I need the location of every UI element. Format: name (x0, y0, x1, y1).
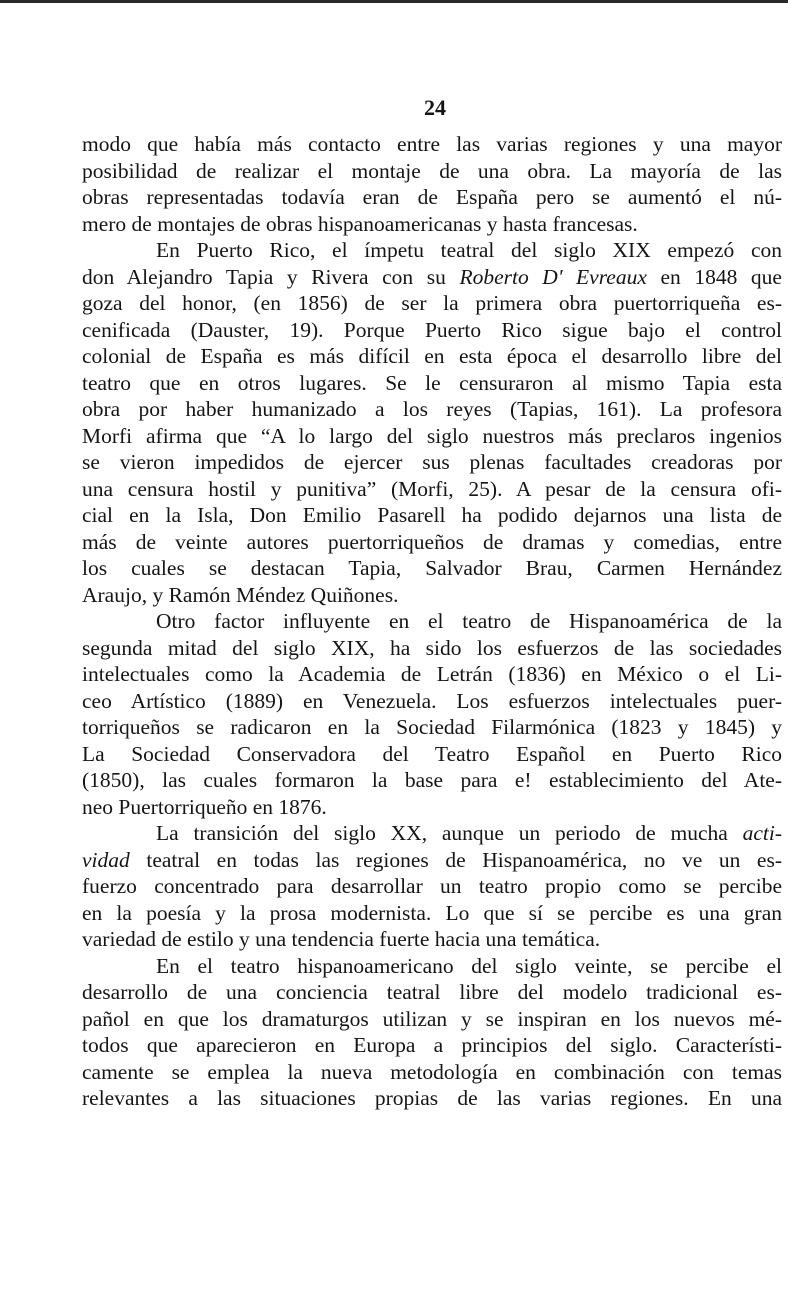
text-line: modo que había más contacto entre las varias regiones y una mayor (82, 132, 782, 156)
italic-title: Roberto D' Evreaux (459, 264, 647, 289)
text-line: más de veinte autores puertorriqueños de dramas y comedias, entre (82, 529, 782, 554)
paragraph (82, 953, 782, 1112)
text-line: fuerzo concentrado para desarrollar un teatro propio como se percibe (82, 874, 782, 898)
paragraph (82, 237, 782, 608)
text-line: La Sociedad Conservadora del Teatro Español en Puerto Rico (82, 741, 782, 766)
text-line: relevantes a las situaciones propias de las varias regiones. En una (82, 1086, 782, 1110)
text-line: posibilidad de realizar el montaje de una obra. La mayoría de las (82, 158, 782, 183)
text-line: una censura hostil y punitiva” (Morfi, 25). A pesar de la censura ofi- (82, 476, 782, 501)
text-line: en la poesía y la prosa modernista. Lo que sí se percibe es una gran (82, 900, 782, 925)
italic-title: acti- (742, 821, 782, 845)
text-line: don Alejandro Tapia y Rivera con su Roberto D' Evreaux en 1848 que (82, 264, 782, 289)
paragraph (82, 131, 782, 237)
text-line: Otro factor influyente en el teatro de Hispanoamérica de la (156, 609, 782, 633)
text-line: obras representadas todavía eran de España pero se aumentó el nú- (82, 185, 782, 209)
text-line: segunda mitad del siglo XIX, ha sido los esfuerzos de las sociedades (82, 635, 782, 660)
text-line: torriqueños se radicaron en la Sociedad Filarmónica (1823 y 1845) y (82, 715, 782, 739)
italic-title: vidad (82, 847, 130, 872)
top-border-rule (0, 0, 788, 3)
text-line: vidad teatral en todas las regiones de Hispanoamérica, no ve un es- (82, 847, 782, 872)
text-line: los cuales se destacan Tapia, Salvador Brau, Carmen Hernández (82, 556, 782, 580)
text-line: desarrollo de una conciencia teatral libre del modelo tradicional es- (82, 980, 782, 1004)
text-line: intelectuales como la Academia de Letrán (1836) en México o el Li- (82, 662, 782, 686)
text-line: Araujo, y Ramón Méndez Quiñones. (82, 582, 399, 607)
text-line: mero de montajes de obras hispanoamericanas y hasta francesas. (82, 211, 638, 236)
text-line: La transición del siglo XX, aunque un periodo de mucha acti- (156, 821, 782, 845)
text-line: colonial de España es más difícil en esta época el desarrollo libre del (82, 344, 782, 368)
text-line: ceo Artístico (1889) en Venezuela. Los esfuerzos intelectuales puer- (82, 688, 782, 713)
paragraph (82, 820, 782, 953)
text-line: teatro que en otros lugares. Se le censuraron al mismo Tapia esta (82, 370, 782, 395)
text-line: pañol en que los dramaturgos utilizan y se inspiran en los nuevos mé- (82, 1006, 782, 1031)
text-line: se vieron impedidos de ejercer sus plenas facultades creadoras por (82, 450, 782, 474)
text-line: (1850), las cuales formaron la base para e! establecimiento del Ate- (82, 768, 782, 792)
text-line: cenificada (Dauster, 19). Porque Puerto Rico sigue bajo el control (82, 317, 782, 342)
text-line: camente se emplea la nueva metodología en combinación con temas (82, 1059, 782, 1084)
text-line: En Puerto Rico, el ímpetu teatral del siglo XIX empezó con (156, 238, 782, 262)
text-line: todos que aparecieron en Europa a principios del siglo. Característi- (82, 1033, 782, 1057)
page-number: 24 (424, 95, 446, 120)
text-line: goza del honor, (en 1856) de ser la primera obra puertorriqueña es- (82, 291, 782, 315)
paragraph (82, 608, 782, 820)
text-line: neo Puertorriqueño en 1876. (82, 794, 327, 819)
text-line: Morfi afirma que “A lo largo del siglo nuestros más preclaros ingenios (82, 423, 782, 448)
text-line: En el teatro hispanoamericano del siglo veinte, se percibe el (156, 953, 782, 978)
book-page (82, 95, 782, 1112)
text-line: obra por haber humanizado a los reyes (Tapias, 161). La profesora (82, 397, 782, 421)
text-line: cial en la Isla, Don Emilio Pasarell ha podido dejarnos una lista de (82, 503, 782, 527)
body-text (82, 131, 782, 1112)
text-line: variedad de estilo y una tendencia fuerte hacia una temática. (82, 927, 601, 951)
